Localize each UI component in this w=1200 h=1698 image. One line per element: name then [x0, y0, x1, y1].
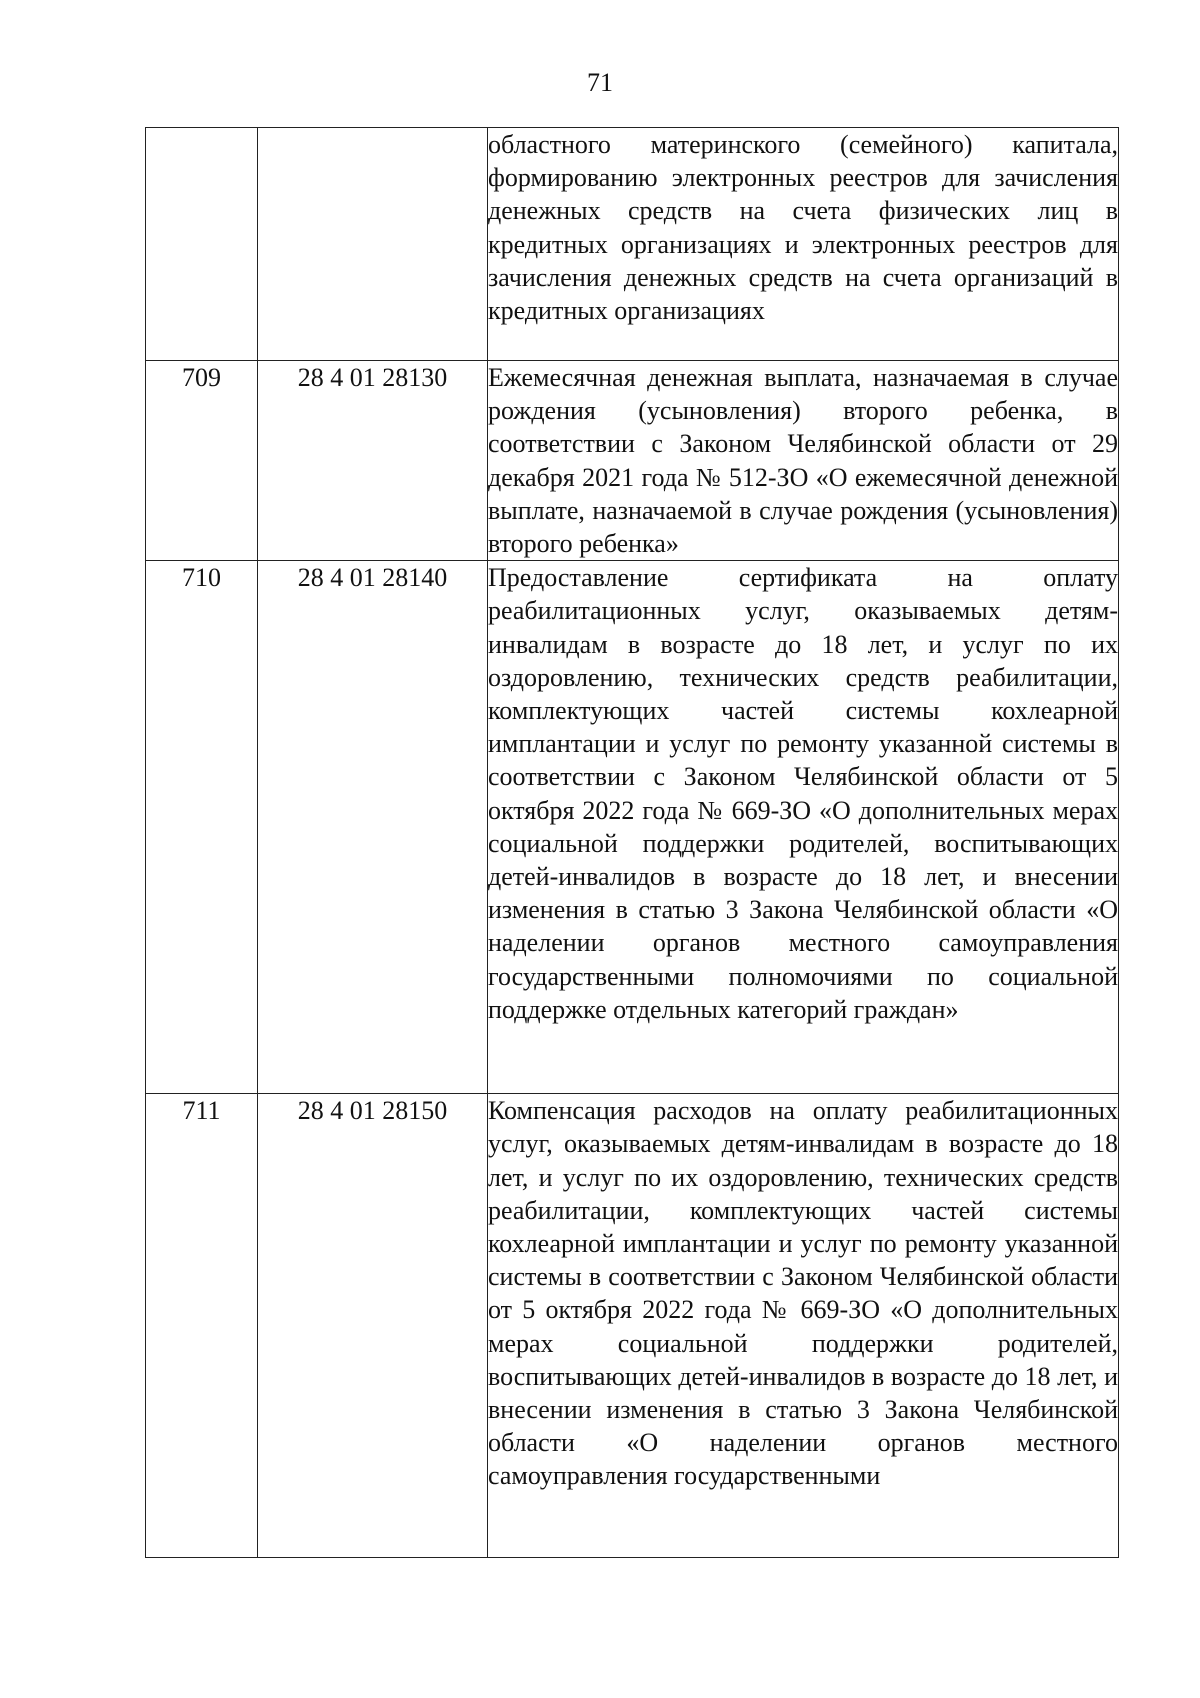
table-row — [146, 361, 1119, 561]
target-code-cell — [258, 128, 488, 361]
table-row — [146, 128, 1119, 361]
description-text: областного материнского (семейного) капитала, формированию электронных реестров для зачисления денежных средств на счета физических лиц в кредитных организациях и электронных реестров для зачисления денежных средств на счета организаций в кредитных организациях — [488, 130, 1118, 326]
row-number-cell: 711 — [146, 1094, 258, 1558]
row-number-cell — [146, 128, 258, 361]
target-code-cell: 28 4 01 28130 — [258, 361, 488, 561]
row-number-cell: 709 — [146, 361, 258, 561]
description-text: Предоставление сертификата на оплату реабилитационных услуг, оказываемых детям-инвалидам в возрасте до 18 лет, и услуг по их оздоровлению, технических средств реабилитации, комплектующих частей системы кохлеарной имплантации и услуг по ремонту указанной системы в соответствии с Законом Челябинской области от 5 октября 2022 года № 669-ЗО «О дополнительных мерах социальной поддержки родителей, воспитывающих детей-инвалидов в возрасте до 18 лет, и внесении изменения в статью 3 Закона Челябинской области «О наделении органов местного самоуправления государственными полномочиями по социальной поддержке отдельных категорий граждан» — [488, 563, 1118, 1024]
description-cell — [488, 361, 1119, 561]
row-number-cell: 710 — [146, 561, 258, 1094]
budget-classification-table — [145, 127, 1119, 1558]
table-row — [146, 561, 1119, 1094]
description-cell — [488, 128, 1119, 361]
table-row — [146, 1094, 1119, 1558]
target-code-cell: 28 4 01 28150 — [258, 1094, 488, 1558]
description-cell — [488, 1094, 1119, 1558]
description-text: Компенсация расходов на оплату реабилитационных услуг, оказываемых детям-инвалидам в возрасте до 18 лет, и услуг по их оздоровлению, технических средств реабилитации, комплектующих частей системы кохлеарной имплантации и услуг по ремонту указанной системы в соответствии с Законом Челябинской области от 5 октября 2022 года № 669-ЗО «О дополнительных мерах социальной поддержки родителей, воспитывающих детей-инвалидов в возрасте до 18 лет, и внесении изменения в статью 3 Закона Челябинской области «О наделении органов местного самоуправления государственными — [488, 1096, 1118, 1491]
page-number: 71 — [587, 68, 613, 97]
description-text: Ежемесячная денежная выплата, назначаемая в случае рождения (усыновления) второго ребенка, в соответствии с Законом Челябинской области от 29 декабря 2021 года № 512-ЗО «О ежемесячной денежной выплате, назначаемой в случае рождения (усыновления) второго ребенка» — [488, 363, 1118, 559]
description-cell — [488, 561, 1119, 1094]
target-code-cell: 28 4 01 28140 — [258, 561, 488, 1094]
